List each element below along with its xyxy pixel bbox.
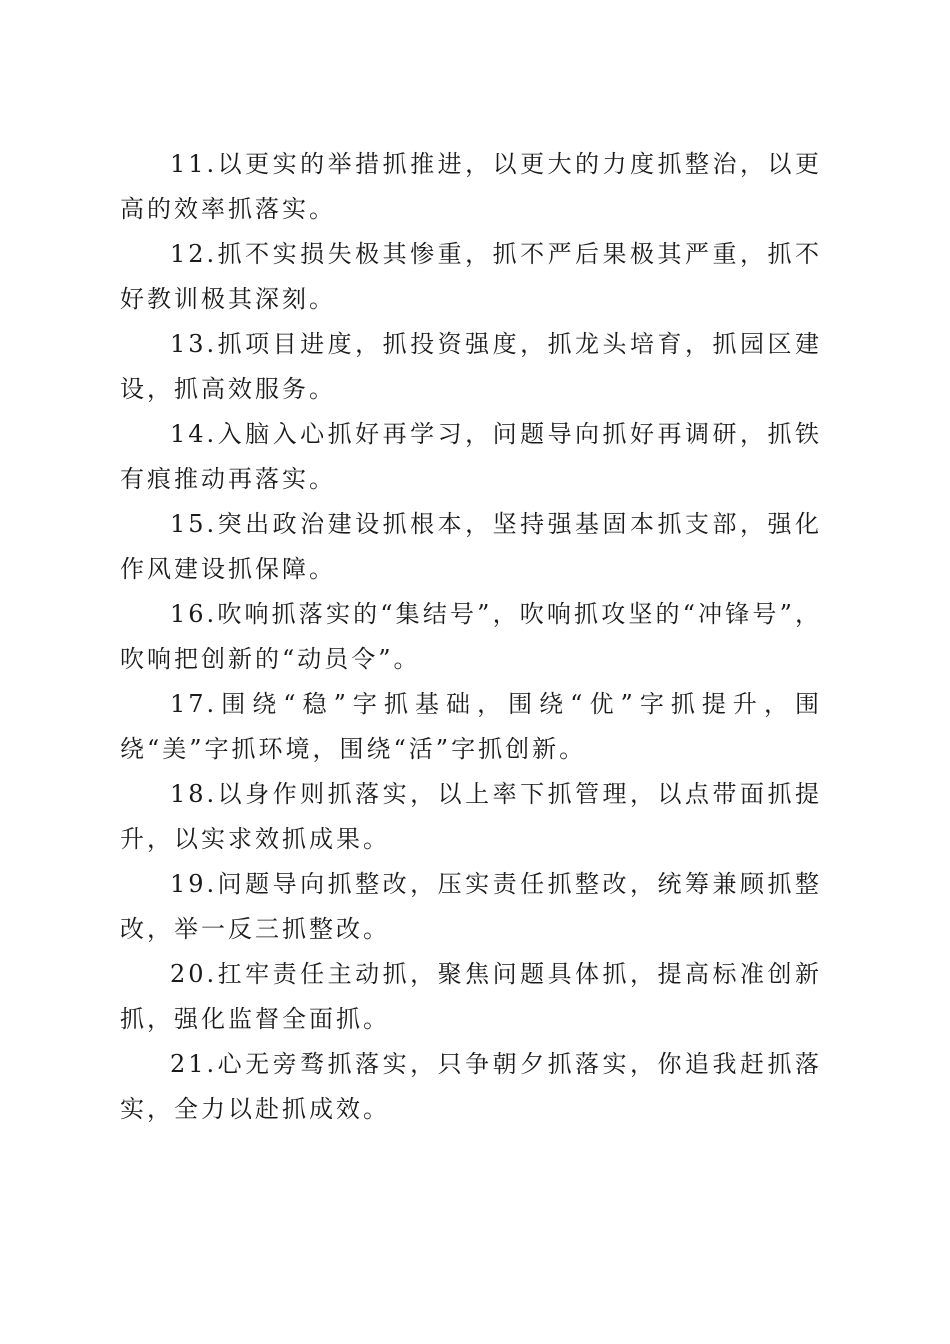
list-item: 12.抓不实损失极其惨重，抓不严后果极其严重，抓不好教训极其深刻。 xyxy=(120,240,822,313)
list-item: 15.突出政治建设抓根本，坚持强基固本抓支部，强化作风建设抓保障。 xyxy=(120,510,822,583)
document-body xyxy=(120,142,822,1132)
list-item: 13.抓项目进度，抓投资强度，抓龙头培育，抓园区建设，抓高效服务。 xyxy=(120,330,822,403)
list-item: 11.以更实的举措抓推进，以更大的力度抓整治，以更高的效率抓落实。 xyxy=(120,150,822,223)
list-item: 18.以身作则抓落实，以上率下抓管理，以点带面抓提升，以实求效抓成果。 xyxy=(120,780,822,853)
list-item: 16.吹响抓落实的“集结号”，吹响抓攻坚的“冲锋号”，吹响把创新的“动员令”。 xyxy=(120,600,822,673)
list-item: 20.扛牢责任主动抓，聚焦问题具体抓，提高标准创新抓，强化监督全面抓。 xyxy=(120,960,822,1033)
list-item: 17.围绕“稳”字抓基础，围绕“优”字抓提升，围绕“美”字抓环境，围绕“活”字抓创新。 xyxy=(120,690,822,763)
list-item: 21.心无旁骛抓落实，只争朝夕抓落实，你追我赶抓落实，全力以赴抓成效。 xyxy=(120,1050,822,1123)
list-item: 19.问题导向抓整改，压实责任抓整改，统筹兼顾抓整改，举一反三抓整改。 xyxy=(120,870,822,943)
list-item: 14.入脑入心抓好再学习，问题导向抓好再调研，抓铁有痕推动再落实。 xyxy=(120,420,822,493)
